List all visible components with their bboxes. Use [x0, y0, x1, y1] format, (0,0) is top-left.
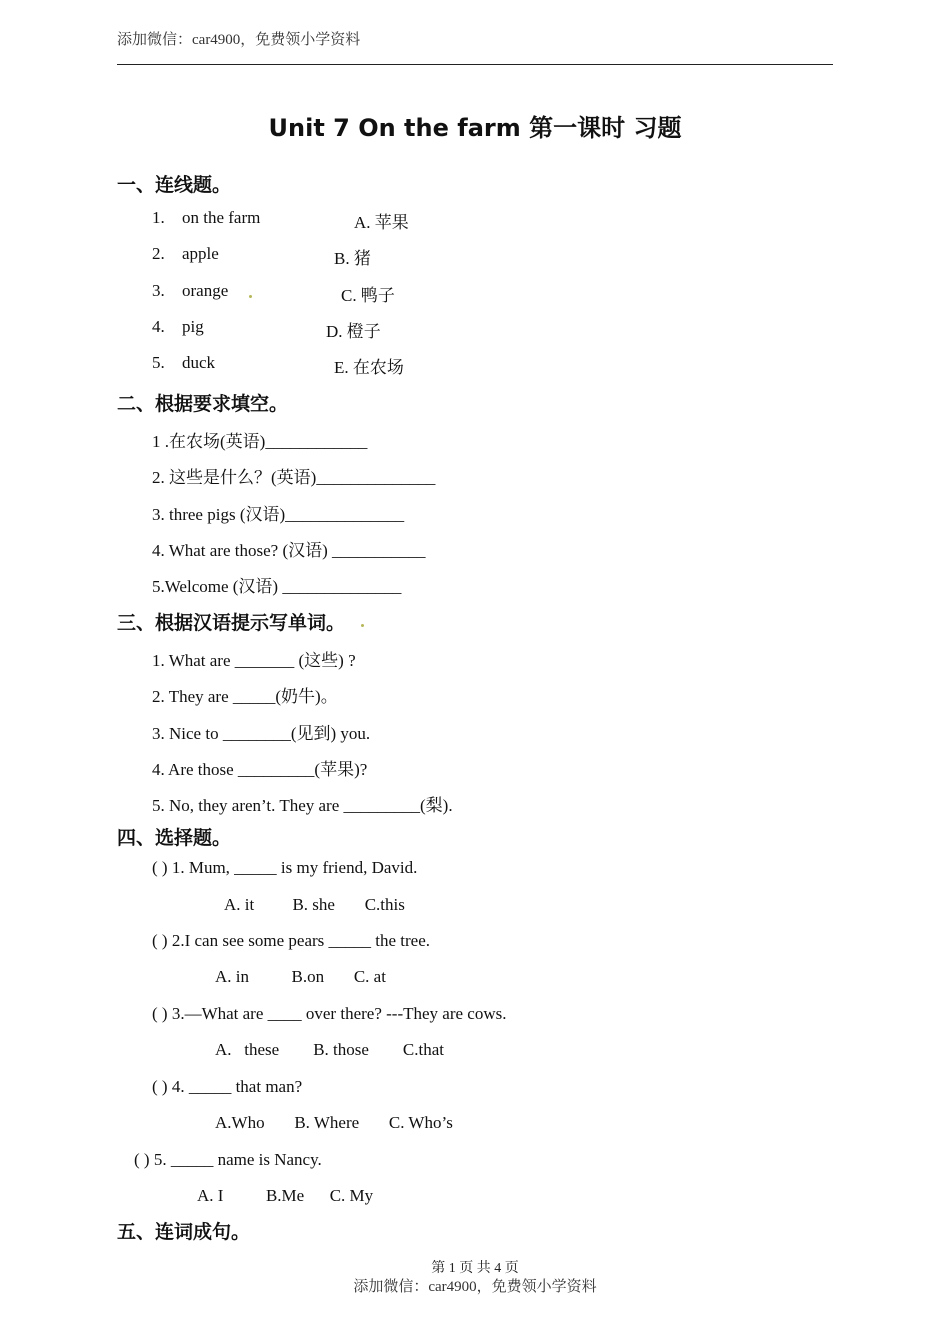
section-3-heading: 三、根据汉语提示写单词。	[117, 612, 346, 634]
choice-question: ( ) 1. Mum, _____ is my friend, David.	[152, 858, 418, 877]
word-item: 4. Are those _________(苹果)?	[152, 760, 368, 779]
matching-left-item: 3. orange	[152, 281, 229, 300]
stray-dot	[249, 295, 252, 298]
matching-left-item: 4. pig	[152, 317, 204, 336]
word-item: 5. No, they aren’t. They are _________(梨).	[152, 796, 453, 815]
fill-item: 2. 这些是什么？(英语)______________	[152, 468, 436, 487]
header-divider	[117, 64, 833, 65]
choice-question: ( ) 3.—What are ____ over there? ---They are cows.	[152, 1004, 507, 1023]
fill-item: 5.Welcome (汉语) ______________	[152, 577, 402, 596]
section-2-heading: 二、根据要求填空。	[117, 393, 289, 415]
matching-right-item: C. 鸭子	[341, 286, 395, 305]
page-number: 第 1 页 共 4 页	[431, 1261, 519, 1276]
section-5-heading: 五、连词成句。	[117, 1221, 251, 1243]
stray-dot	[361, 624, 364, 627]
choice-options: A. it B. she C.this	[224, 895, 405, 914]
matching-right-item: D. 橙子	[326, 322, 381, 341]
fill-item: 4. What are those? (汉语) ___________	[152, 541, 426, 560]
choice-question: ( ) 2.I can see some pears _____ the tree.	[152, 931, 431, 950]
choice-options: A.Who B. Where C. Who’s	[215, 1113, 453, 1132]
fill-item: 1 .在农场(英语)____________	[152, 432, 368, 451]
word-item: 3. Nice to ________(见到) you.	[152, 724, 371, 743]
matching-right-item: A. 苹果	[354, 213, 409, 232]
choice-question: ( ) 4. _____ that man?	[152, 1077, 303, 1096]
matching-left-item: 5. duck	[152, 353, 216, 372]
word-item: 1. What are _______ (这些) ?	[152, 651, 356, 670]
matching-right-item: E. 在农场	[334, 358, 404, 377]
section-1-heading: 一、连线题。	[117, 174, 232, 196]
choice-options: A. these B. those C.that	[215, 1040, 445, 1059]
choice-options: A. I B.Me C. My	[197, 1186, 374, 1205]
matching-right-item: B. 猪	[334, 249, 371, 268]
matching-left-item: 2. apple	[152, 244, 219, 263]
matching-left-item: 1. on the farm	[152, 208, 261, 227]
choice-options: A. in B.on C. at	[215, 967, 386, 986]
fill-item: 3. three pigs (汉语)______________	[152, 505, 405, 524]
page-title: Unit 7 On the farm 第一课时 习题	[268, 114, 682, 142]
page-header: 添加微信：car4900，免费领小学资料	[117, 32, 361, 48]
section-4-heading: 四、选择题。	[117, 827, 232, 849]
choice-question: ( ) 5. _____ name is Nancy.	[134, 1150, 322, 1169]
word-item: 2. They are _____(奶牛)。	[152, 687, 338, 706]
page-footer: 添加微信：car4900，免费领小学资料	[353, 1279, 597, 1295]
